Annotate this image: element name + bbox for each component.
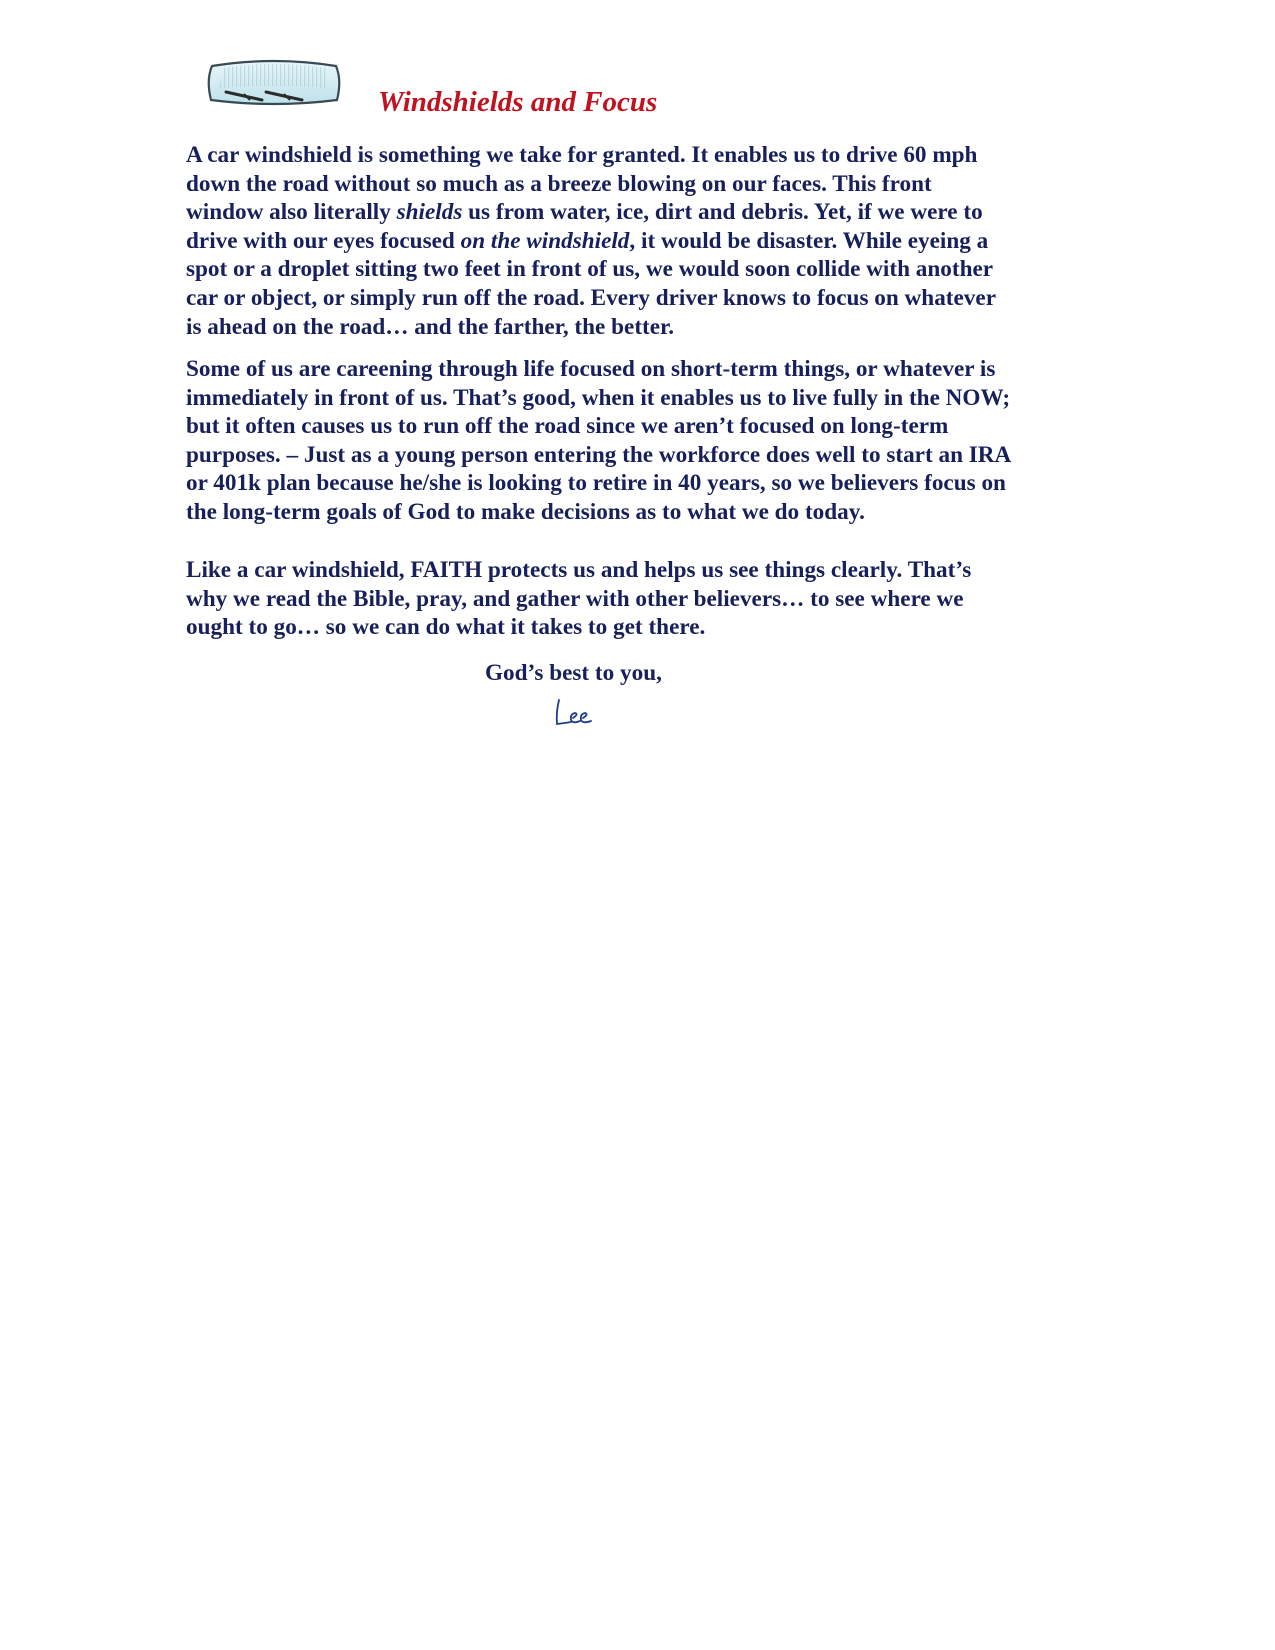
paragraph-1 (186, 141, 1086, 341)
text-segment: is ahead on the road… and the farther, the better. (186, 313, 675, 340)
text-segment: drive with our eyes focused (186, 227, 461, 254)
text-line (186, 556, 1086, 585)
page-title: Windshields and Focus (378, 86, 658, 118)
text-segment: ought to go… so we can do what it takes to get there. (186, 614, 706, 641)
text-segment: why we read the Bible, pray, and gather with other believers… to see where we (186, 585, 964, 612)
paragraph-3 (186, 556, 1086, 642)
text-segment: Like a car windshield, FAITH protects us and helps us see things clearly. That’s (186, 557, 972, 583)
text-line (186, 469, 1086, 498)
text-segment: window also literally (186, 199, 397, 226)
text-segment: spot or a droplet sitting two feet in front of us, we would soon collide with another (186, 256, 994, 283)
text-segment: immediately in front of us. That’s good, when it enables us to live fully in the NOW; (186, 384, 1011, 411)
text-segment: or 401k plan because he/she is looking to retire in 40 years, so we believers focus on (186, 470, 1006, 497)
italic-text: shields (396, 199, 463, 226)
signature (553, 696, 603, 730)
text-line (186, 170, 1086, 199)
text-line (186, 441, 1086, 470)
text-line (186, 412, 1086, 441)
text-line (186, 613, 1086, 642)
italic-text: on the windshield (460, 227, 630, 254)
text-line (186, 585, 1086, 614)
closing-line: God’s best to you, (485, 660, 662, 686)
text-line (186, 141, 1086, 170)
paragraph-2 (186, 355, 1086, 527)
text-line (186, 313, 1086, 342)
text-line (186, 498, 1086, 527)
text-line (186, 255, 1086, 284)
text-segment: down the road without so much as a breeze blowing on our faces. This front (186, 170, 932, 197)
text-line (186, 227, 1086, 256)
text-line (186, 355, 1086, 384)
text-segment: purposes. – Just as a young person entering the workforce does well to start an IRA (186, 441, 1012, 468)
text-segment: car or object, or simply run off the road. Every driver knows to focus on whatever (186, 284, 996, 311)
text-segment: Some of us are careening through life focused on short-term things, or whatever is (186, 356, 996, 382)
text-segment: , it would be disaster. While eyeing a (629, 227, 989, 254)
text-segment: the long-term goals of God to make decisions as to what we do today. (186, 498, 865, 525)
text-segment: but it often causes us to run off the road since we aren’t focused on long-term (186, 413, 949, 440)
windshield-icon (204, 58, 344, 108)
text-line (186, 284, 1086, 313)
text-segment: us from water, ice, dirt and debris. Yet, if we were to (462, 199, 983, 226)
text-line (186, 384, 1086, 413)
text-segment: A car windshield is something we take for granted. It enables us to drive 60 mph (186, 142, 978, 168)
text-line (186, 198, 1086, 227)
